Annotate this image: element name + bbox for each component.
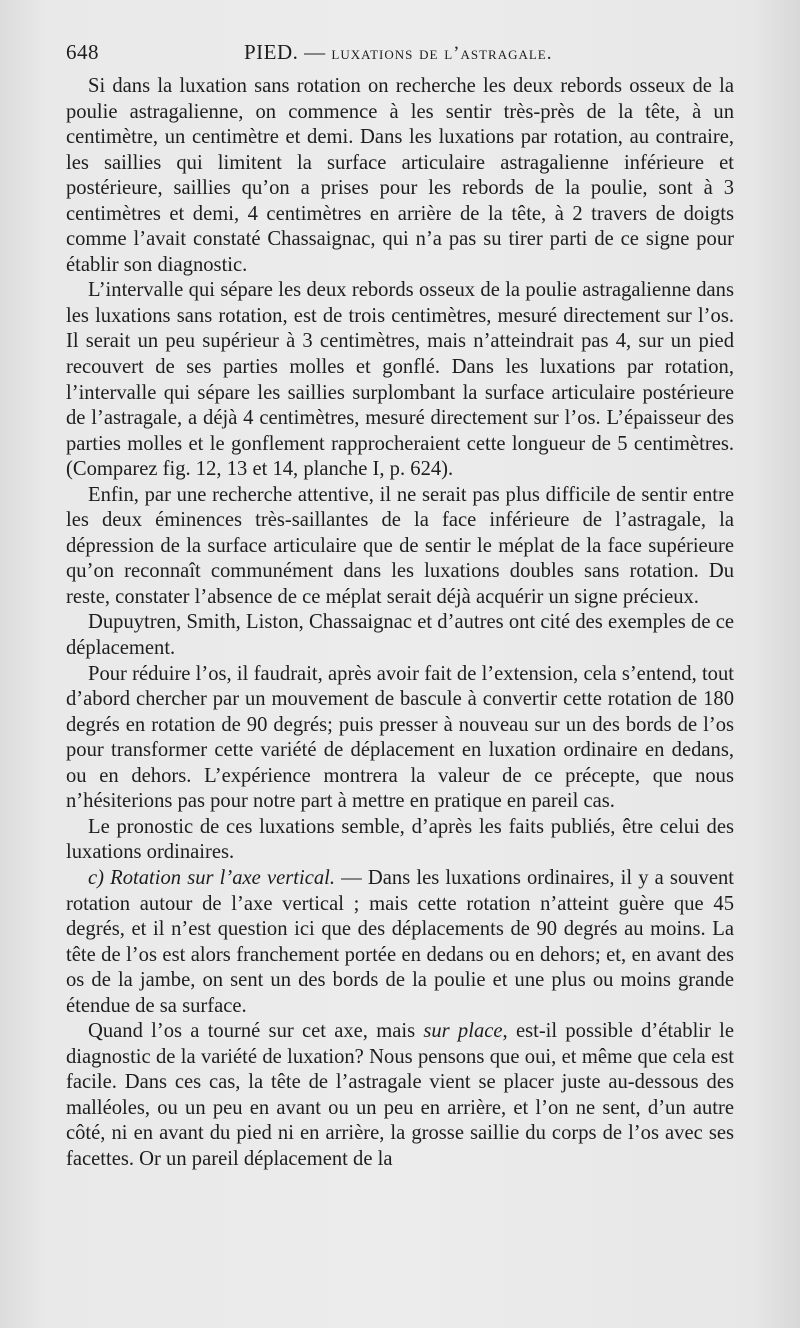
- paragraph-2: L’intervalle qui sépare les deux rebords osseux de la poulie astragalienne dans les luxations sans rotation, est de trois centimètres, mesuré directement sur l’os. Il serait un peu supérieur à 3 centimètres, mais n’atteindrait pas 4, sur un pied recouvert de ses parties molles et gonflé. Dans les luxations par rotation, l’intervalle qui sépare les saillies surplombant la surface articulaire postérieure de l’astragale, a déjà 4 centimètres, mesuré directement sur l’os. L’épaisseur des parties molles et le gonflement rapprocheraient cette longueur de 5 centimètres. (Comparez fig. 12, 13 et 14, planche I, p. 624).: [66, 279, 734, 481]
- section-label: c) Rotation sur l’axe vertical.: [88, 866, 336, 889]
- paragraph-4: Dupuytren, Smith, Liston, Chassaignac et d’autres ont cité des exemples de ce déplacement.: [66, 611, 734, 660]
- body-text: [66, 74, 734, 1173]
- paragraph-8: [66, 1019, 734, 1172]
- paragraph-5: Pour réduire l’os, il faudrait, après avoir fait de l’extension, cela s’entend, tout d’abord chercher par un mouvement de bascule à convertir cette rotation de 180 degrés en rotation de 90 degrés; puis presser à nouveau sur un des bords de l’os pour transformer cette variété de déplacement en luxation ordinaire en dedans, ou en dehors. L’expérience montrera la valeur de ce précepte, que nous n’hésiterions pas pour notre part à mettre en pratique en pareil cas.: [66, 662, 734, 813]
- header-subtitle: luxations de l’astragale.: [331, 43, 553, 64]
- paragraph-6: Le pronostic de ces luxations semble, d’après les faits publiés, être celui des luxations ordinaires.: [66, 815, 734, 864]
- emphasis-sur-place: sur place: [423, 1020, 503, 1043]
- header-dash: —: [304, 40, 326, 64]
- header-title: PIED.: [244, 40, 299, 64]
- page-number: 648: [66, 40, 99, 64]
- paragraph-7: [66, 866, 734, 1019]
- running-header: [66, 34, 734, 74]
- paragraph-8-text-after: , est-il possible d’établir le diagnostic de la variété de luxation? Nous pensons que oui, et même que cela est facile. Dans ces cas, la tête de l’astragale vient se placer juste au-dessous des malléoles, ou un peu en avant ou un peu en arrière, et l’on ne sent, d’un autre côté, ni en avant du pied ni en arrière, la grosse saillie du corps de l’os avec ses facettes. Or un pareil déplacement de la: [66, 1020, 735, 1170]
- paragraph-8-text-before: Quand l’os a tourné sur cet axe, mais: [88, 1020, 424, 1043]
- paragraph-3: Enfin, par une recherche attentive, il ne serait pas plus difficile de sentir entre les deux éminences très-saillantes de la face inférieure de l’astragale, la dépression de la surface articulaire que de sentir le méplat de la face supérieure qu’on reconnaît communément dans les luxations doubles sans rotation. Du reste, constater l’absence de ce méplat serait déjà acquérir un signe précieux.: [66, 483, 734, 608]
- paragraph-1: Si dans la luxation sans rotation on recherche les deux rebords osseux de la poulie astragalienne, on commence à les sentir très-près de la tête, à un centimètre, un centimètre et demi. Dans les luxations par rotation, au contraire, les saillies qui limitent la surface articulaire astragalienne inférieure et postérieure, saillies qu’on a prises pour les rebords de la poulie, sont à 3 centimètres et demi, 4 centimètres en arrière de la tête, à 2 travers de doigts comme l’avait constaté Chassaignac, qui n’a pas su tirer parti de ce signe pour établir son diagnostic.: [66, 75, 734, 276]
- paragraph-7-text: — Dans les luxations ordinaires, il y a souvent rotation autour de l’axe vertical ; mais cette rotation n’atteint guère que 45 degrés, et il n’est question ici que des déplacements de 90 degrés au moins. La tête de l’os est alors franchement portée en dedans ou en dehors; et, en avant des os de la jambe, on sent un des bords de la poulie et une plus ou moins grande étendue de sa surface.: [66, 866, 734, 1017]
- running-title: [244, 40, 553, 65]
